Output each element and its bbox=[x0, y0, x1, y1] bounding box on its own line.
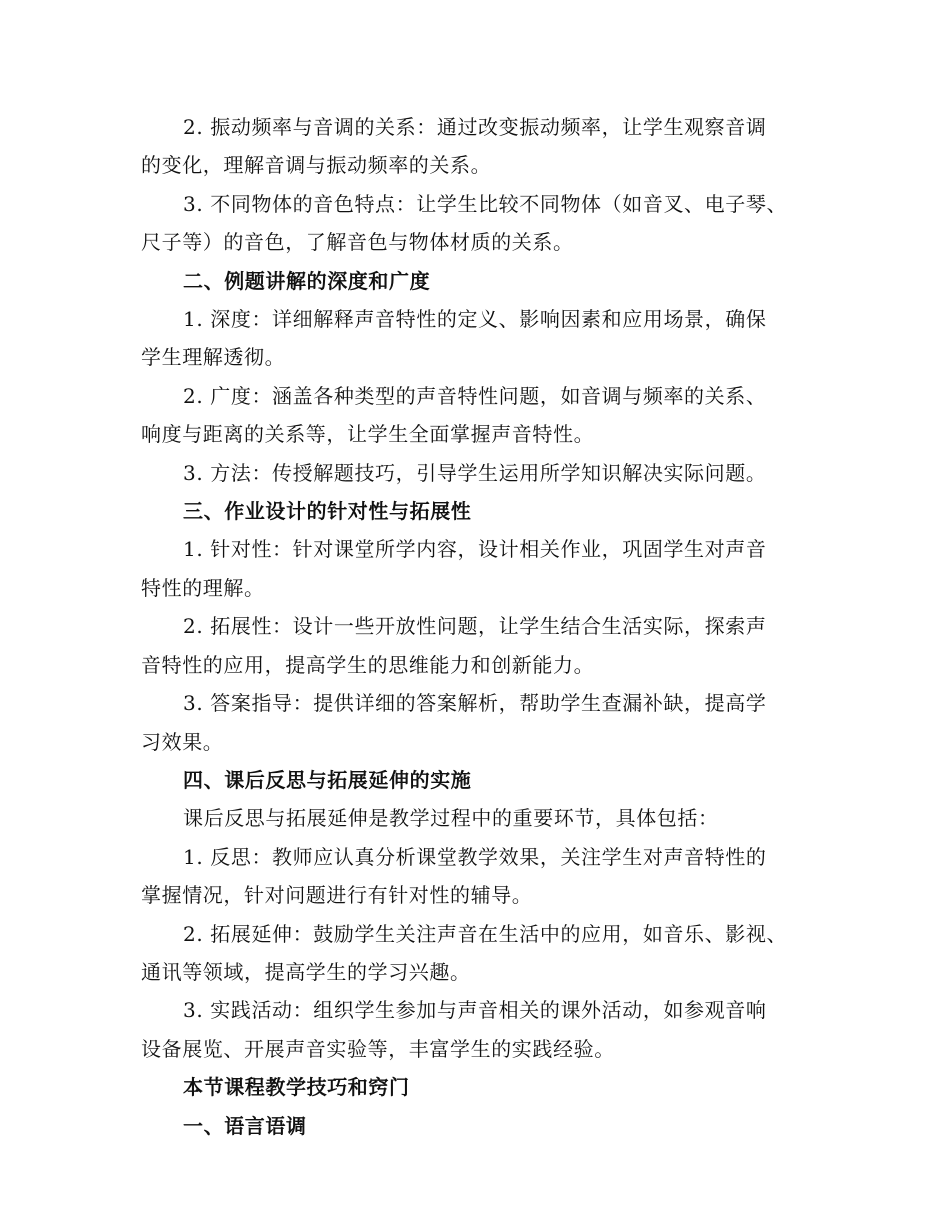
text-line: 3. 实践活动：组织学生参加与声音相关的课外活动，如参观音响 bbox=[183, 998, 767, 1023]
text-line: 音特性的应用，提高学生的思维能力和创新能力。 bbox=[141, 652, 595, 677]
text-line: 习效果。 bbox=[141, 729, 224, 754]
text-line: 1. 深度：详细解释声音特性的定义、影响因素和应用场景，确保 bbox=[183, 307, 767, 332]
paragraph-breadth bbox=[141, 377, 809, 454]
paragraph-reflection-intro bbox=[141, 799, 809, 837]
text-line: 2. 广度：涵盖各种类型的声音特性问题，如音调与频率的关系、 bbox=[183, 383, 767, 408]
paragraph-depth bbox=[141, 300, 809, 377]
text-line: 2. 拓展延伸：鼓励学生关注声音在生活中的应用，如音乐、影视、 bbox=[183, 921, 788, 946]
text-line: 学生理解透彻。 bbox=[141, 345, 286, 370]
section-heading-teaching-tips: 本节课程教学技巧和窍门 bbox=[183, 1075, 410, 1100]
text-line: 2. 拓展性：设计一些开放性问题，让学生结合生活实际，探索声 bbox=[183, 614, 767, 639]
text-line: 的变化，理解音调与振动频率的关系。 bbox=[141, 153, 492, 178]
paragraph-timbre-objects bbox=[141, 185, 809, 262]
paragraph-answer-guidance bbox=[141, 684, 809, 761]
paragraph-extension-applications bbox=[141, 915, 809, 992]
paragraph-practice-activities bbox=[141, 991, 809, 1068]
text-line: 1. 针对性：针对课堂所学内容，设计相关作业，巩固学生对声音 bbox=[183, 537, 767, 562]
text-line: 3. 方法：传授解题技巧，引导学生运用所学知识解决实际问题。 bbox=[183, 460, 767, 485]
text-line: 设备展览、开展声音实验等，丰富学生的实践经验。 bbox=[141, 1036, 615, 1061]
text-line: 2. 振动频率与音调的关系：通过改变振动频率，让学生观察音调 bbox=[183, 115, 767, 139]
section-heading-reflection: 四、课后反思与拓展延伸的实施 bbox=[183, 767, 472, 792]
text-line: 课后反思与拓展延伸是教学过程中的重要环节，具体包括： bbox=[183, 806, 719, 831]
text-line: 1. 反思：教师应认真分析课堂教学效果，关注学生对声音特性的 bbox=[183, 844, 767, 869]
text-line: 通讯等领域，提高学生的学习兴趣。 bbox=[141, 959, 471, 984]
paragraph-reflection bbox=[141, 838, 809, 915]
text-line: 3. 不同物体的音色特点：让学生比较不同物体（如音叉、电子琴、 bbox=[183, 191, 788, 216]
text-line: 特性的理解。 bbox=[141, 575, 265, 600]
paragraph-vibration-frequency-pitch bbox=[141, 108, 809, 185]
section-heading-language-tone: 一、语言语调 bbox=[183, 1113, 307, 1138]
document-body bbox=[141, 108, 809, 1145]
text-line: 尺子等）的音色，了解音色与物体材质的关系。 bbox=[141, 230, 574, 255]
text-line: 响度与距离的关系等，让学生全面掌握声音特性。 bbox=[141, 422, 595, 447]
paragraph-method bbox=[141, 454, 809, 492]
text-line: 掌握情况，针对问题进行有针对性的辅导。 bbox=[141, 883, 533, 908]
section-heading-examples: 二、例题讲解的深度和广度 bbox=[183, 268, 431, 293]
section-heading-homework: 三、作业设计的针对性与拓展性 bbox=[183, 499, 472, 524]
paragraph-extension bbox=[141, 607, 809, 684]
text-line: 3. 答案指导：提供详细的答案解析，帮助学生查漏补缺，提高学 bbox=[183, 691, 767, 716]
paragraph-targeted bbox=[141, 530, 809, 607]
